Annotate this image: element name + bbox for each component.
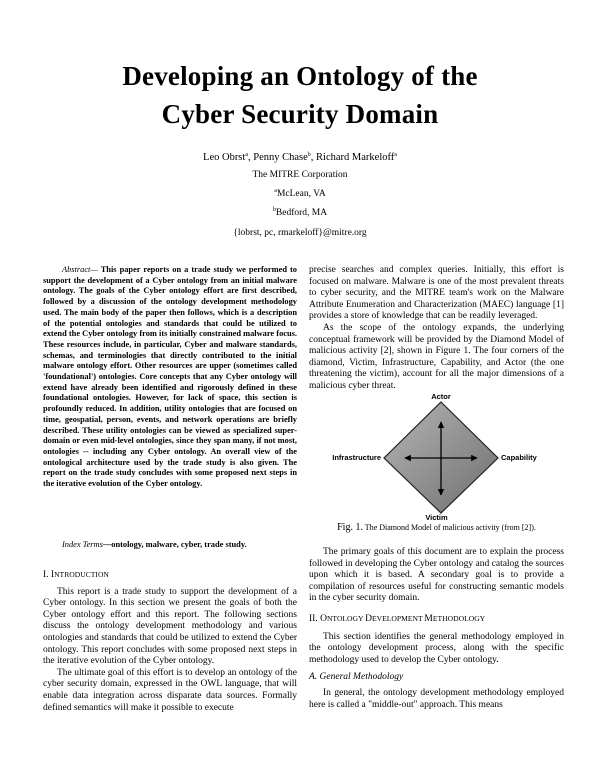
paper-title-line-1: Developing an Ontology of the [122, 61, 478, 91]
abstract-label: Abstract— [62, 265, 98, 274]
abstract-text: This paper reports on a trade study we performed to support the development of a Cyber ontology from an initial malware ontology. The goals of the Cyber ontology effort are first described, followed by a discussion of the ontology development methodology used. The main body of the paper then follows, which is a description of the potential ontologies and standards that could be utilized to extend the Cyber ontology from its initially constrained malware focus. These resources include, in particular, Cyber and malware standards, schemas, and terminologies that directly contributed to the initial malware ontology effort. Other resources are upper (sometimes called 'foundational') ontologies. Core concepts that any Cyber ontology will extend have already been identified and rigorously defined in these foundational ontologies. However, for lack of space, this section is profoundly reduced. In addition, utility ontologies that are focused on time, geospatial, person, events, and network operations are briefly described. These utility ontologies can be viewed as specialized super-domain or even mid-level ontologies, since they span many, if not most, ontologies -- including any Cyber ontology. An overall view of the ontological architecture used by the trade study is also given. The report on the trade study concludes with some proposed next steps in the iterative evolution of the Cyber ontology. [43, 265, 297, 489]
figure-caption: Fig. 1. The Diamond Model of malicious activity (from [2]). [337, 522, 536, 533]
author-1: Leo Obrst [203, 152, 246, 163]
section-2a-paragraph-1: In general, the ontology development methodology employed here is called a "middle-out" approach. This means [309, 687, 564, 710]
affiliation-1: $^a$McLean, VA [274, 188, 326, 199]
right-column-lower [309, 547, 564, 711]
label-actor: Actor [431, 392, 451, 401]
section-1-paragraph-2: The ultimate goal of this effort is to develop an ontology of the cyber security domain, expressed in the OWL language, that will enable data integration across disparate data sources. Formally defined semantics will make it possible to execute [43, 667, 297, 713]
author-emails: {lobrst, pc, rmarkeloff}@mitre.org [233, 228, 367, 238]
section-2-heading: II. ONTOLOGY DEVELOPMENT METHODOLOGY [309, 613, 486, 624]
right-column-intro [309, 265, 564, 393]
organization: The MITRE Corporation [252, 170, 348, 180]
right-paragraph-1: precise searches and complex queries. Initially, this effort is focused on malware. Malware is one of the most prevalent threats to cyber security, and the MITRE team's work on the Malware Attribute Enumeration and Characterization (MAEC) language [1] provides a store of knowledge that can be readily leveraged. [309, 265, 564, 322]
author-list: Leo Obrst$^a$, Penny Chase$^b$, Richard Markeloff$^a$ [203, 152, 397, 163]
affiliation-2: $^b$Bedford, MA [272, 207, 328, 218]
diamond-model-figure [309, 392, 564, 516]
section-1 [43, 569, 297, 714]
author-2: Penny Chase [253, 152, 308, 163]
section-2a-heading: A. General Methodology [309, 672, 404, 683]
right-paragraph-3: The primary goals of this document are to explain the process followed in developing the Cyber ontology and catalog the sources upon which it is based. A secondary goal is to provide a compilation of resources useful for constructing semantic models in the cyber security domain. [309, 547, 564, 604]
author-3: Richard Markeloff [316, 152, 395, 163]
section-2-paragraph-1: This section identifies the general methodology employed in the ontology development process, along with the specific methodology used to develop the Cyber ontology. [309, 631, 564, 665]
index-terms: Index Terms—ontology, malware, cyber, trade study. [62, 540, 247, 549]
paper-title-line-2: Cyber Security Domain [161, 99, 439, 129]
right-paragraph-2: As the scope of the ontology expands, the underlying conceptual framework will be provided by the Diamond Model of malicious activity [2], shown in Figure 1. The four corners of the diamond, Victim, Infrastructure, Capability, and Actor (the one threatening the victim), account for all the major dimensions of a malicious cyber threat. [309, 322, 564, 391]
label-infrastructure: Infrastructure [332, 453, 381, 462]
label-victim: Victim [425, 513, 448, 522]
label-capability: Capability [501, 453, 537, 462]
abstract [43, 265, 297, 490]
section-1-paragraph-1: This report is a trade study to support the development of a Cyber ontology. In this section we present the goals of both the Cyber ontology effort and this report. The following sections discuss the ontology development methodology and various ontologies and standards that could be utilized to extend the Cyber ontology. This report concludes with some proposed next steps in the iterative evolution of the Cyber ontology. [43, 586, 297, 667]
section-1-heading: I. INTRODUCTION [43, 570, 109, 580]
